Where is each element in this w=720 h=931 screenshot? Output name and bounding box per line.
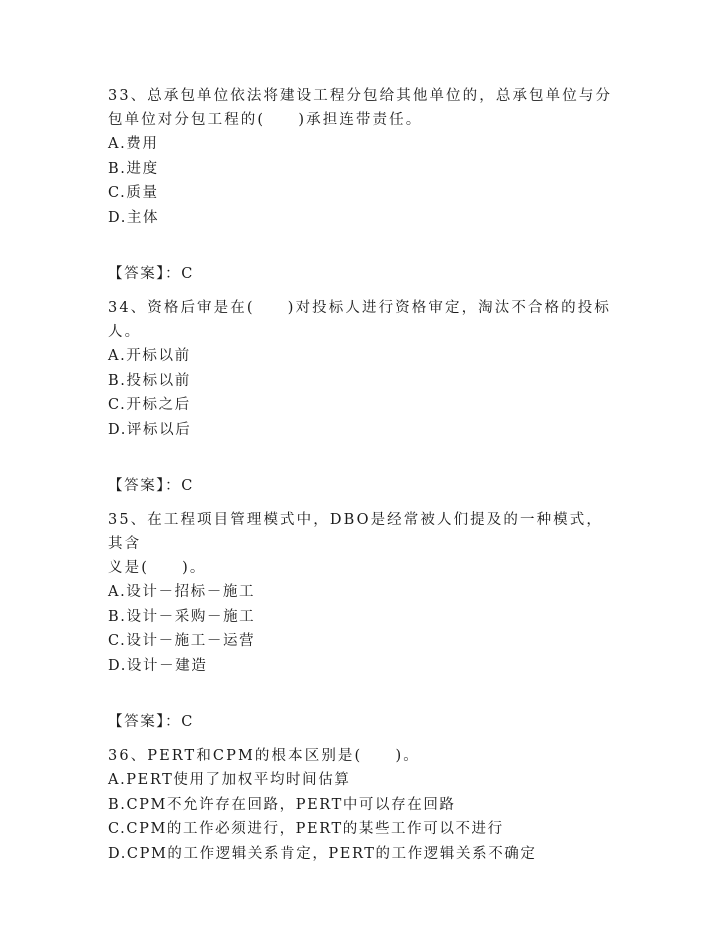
option-a: A.设计－招标－施工	[108, 584, 256, 600]
answer-label: 【答案】：C	[108, 714, 194, 730]
option-b: B.投标以前	[108, 372, 191, 389]
option-a: A.开标以前	[108, 348, 191, 364]
option-a: A.PERT使用了加权平均时间估算	[108, 772, 351, 788]
question-text-line: 义是( )。	[108, 560, 207, 576]
question-text-line: 人。	[108, 324, 142, 340]
option-d: D.主体	[108, 209, 160, 226]
option-c: C.质量	[108, 185, 159, 201]
option-c: C.设计－施工－运营	[108, 633, 256, 649]
question-33	[108, 84, 618, 296]
option-d: D.设计－建造	[108, 657, 208, 674]
option-b: B.设计－采购－施工	[108, 608, 256, 625]
option-d: D.CPM的工作逻辑关系肯定，PERT的工作逻辑关系不确定	[108, 845, 537, 862]
question-36	[108, 744, 618, 866]
question-text-line: 34、资格后审是在( )对投标人进行资格审定，淘汰不合格的投标	[108, 300, 611, 316]
question-35	[108, 508, 618, 744]
option-b: B.进度	[108, 160, 159, 177]
option-c: C.开标之后	[108, 397, 191, 413]
question-text-line: 包单位对分包工程的( )承担连带责任。	[108, 112, 423, 128]
question-text-line: 33、总承包单位依法将建设工程分包给其他单位的，总承包单位与分	[108, 88, 613, 104]
document-page	[108, 84, 618, 866]
question-text-line: 36、PERT和CPM的根本区别是( )。	[108, 748, 420, 764]
option-a: A.费用	[108, 136, 159, 152]
answer-label: 【答案】：C	[108, 478, 194, 494]
option-b: B.CPM不允许存在回路，PERT中可以存在回路	[108, 796, 456, 813]
option-c: C.CPM的工作必须进行，PERT的某些工作可以不进行	[108, 821, 504, 837]
option-d: D.评标以后	[108, 421, 192, 438]
question-34	[108, 296, 618, 508]
answer-label: 【答案】：C	[108, 266, 194, 282]
question-text-line: 35、在工程项目管理模式中，DBO是经常被人们提及的一种模式，其含	[108, 512, 603, 552]
